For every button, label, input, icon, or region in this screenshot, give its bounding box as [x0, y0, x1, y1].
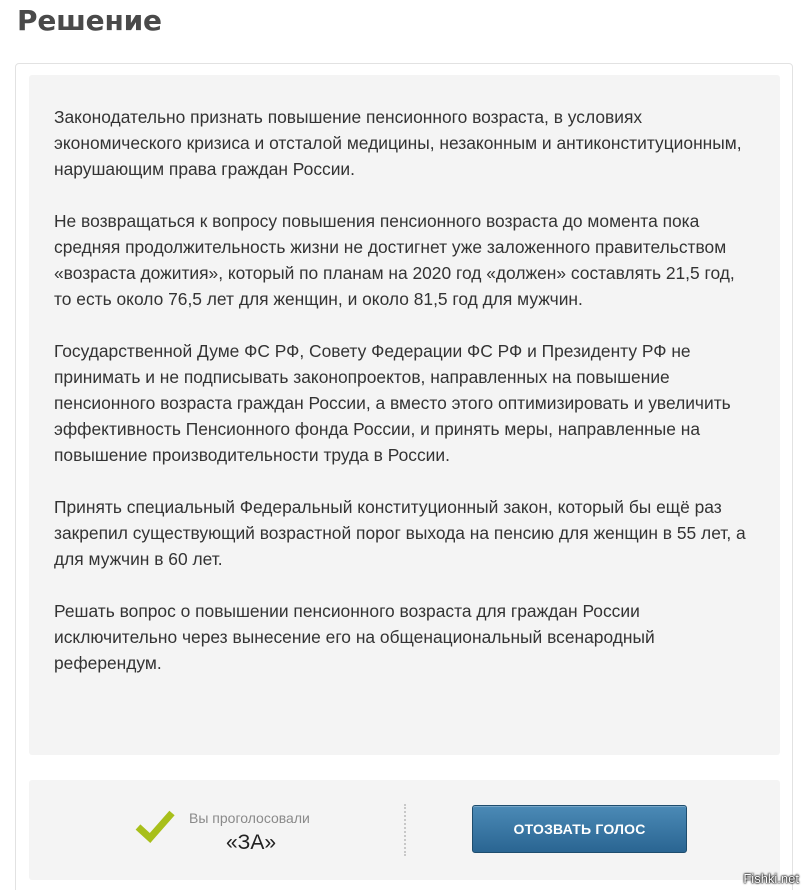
- decision-paragraph: Решать вопрос о повышении пенсионного возраста для граждан России исключительно через вынесение его на общенациональный всенародный референдум.: [54, 601, 655, 673]
- decision-paragraph: Принять специальный Федеральный конституционный закон, который бы ещё раз закрепил существующий возрастной порог выхода на пенсию для женщин в 55 лет, а для мужчин в 60 лет.: [54, 497, 746, 569]
- vote-bar: [29, 780, 780, 880]
- vote-divider: [404, 804, 406, 856]
- watermark: Fishki.net: [743, 871, 799, 886]
- voted-value: «ЗА»: [226, 831, 277, 854]
- decision-paragraph: Законодательно признать повышение пенсионного возраста, в условиях экономического кризиса и отсталой медицины, незаконным и антиконституционным, нарушающим права граждан России.: [54, 107, 742, 179]
- decision-text-panel: [29, 75, 780, 755]
- decision-paragraph: Не возвращаться к вопросу повышения пенсионного возраста до момента пока средняя продолжительность жизни не достигнет уже заложенного правительством «возраста дожития», который по планам на 2020 год «должен» составлять 21,5 год, то есть около 76,5 лет для женщин, и около 81,5 год для мужчин.: [54, 211, 735, 309]
- decision-paragraph: Государственной Думе ФС РФ, Совету Федерации ФС РФ и Президенту РФ не принимать и не подписывать законопроектов, направленных на повышение пенсионного возраста граждан России, а вместо этого оптимизировать и увеличить эффективность Пенсионного фонда России, и принять меры, направленные на повышение производительности труда в России.: [54, 341, 731, 465]
- checkmark-icon: [135, 806, 175, 846]
- voted-label: Вы проголосовали: [189, 810, 310, 826]
- decision-card: [15, 63, 793, 890]
- revoke-vote-button[interactable]: ОТОЗВАТЬ ГОЛОС: [472, 805, 687, 853]
- page-title: Решение: [17, 4, 162, 37]
